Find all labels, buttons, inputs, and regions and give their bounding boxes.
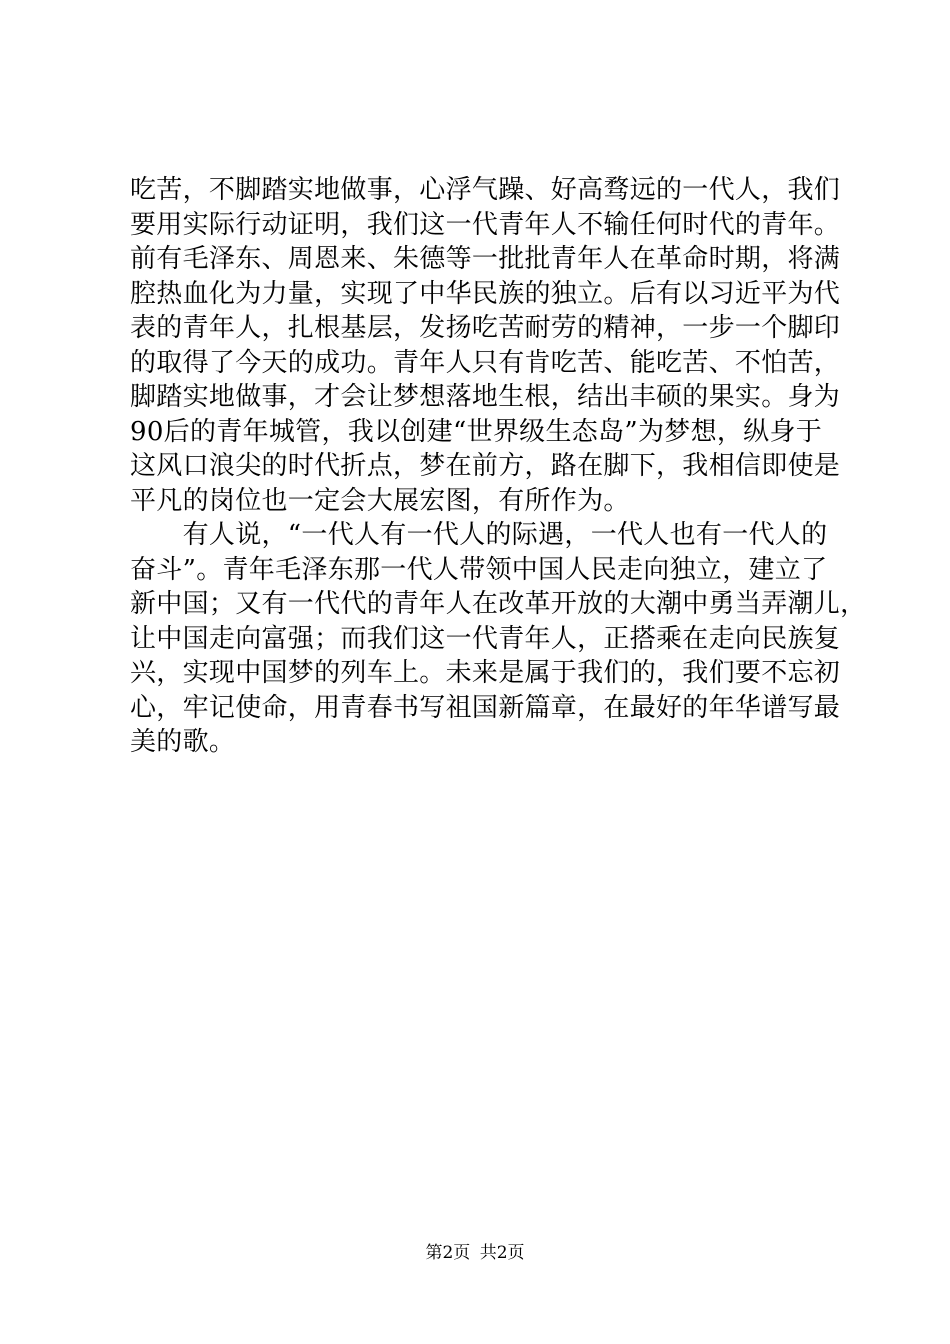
text-line: 心，牢记使命，用青春书写祖国新篇章，在最好的年华谱写最 (130, 692, 841, 723)
text-line: 90后的青年城管，我以创建“世界级生态岛”为梦想，纵身于 (130, 416, 823, 447)
text-line: 要用实际行动证明，我们这一代青年人不输任何时代的青年。 (130, 209, 841, 240)
page-footer (0, 1242, 950, 1264)
page-total: 共2页 (479, 1243, 525, 1263)
page-number: 第2页 (425, 1243, 471, 1263)
text-line: 前有毛泽东、周恩来、朱德等一批批青年人在革命时期，将满 (130, 244, 841, 274)
text-line: 新中国；又有一代代的青年人在改革开放的大潮中勇当弄潮儿， (130, 589, 867, 619)
text-line: 平凡的岗位也一定会大展宏图，有所作为。 (130, 485, 630, 516)
text-line: 吃苦，不脚踏实地做事，心浮气躁、好高骛远的一代人，我们 (130, 175, 841, 205)
text-line: 这风口浪尖的时代折点，梦在前方，路在脚下，我相信即使是 (130, 451, 841, 481)
text-line: 脚踏实地做事，才会让梦想落地生根，结出丰硕的果实。身为 (130, 382, 841, 412)
text-line: 兴，实现中国梦的列车上。未来是属于我们的，我们要不忘初 (130, 658, 841, 688)
text-line: 表的青年人，扎根基层，发扬吃苦耐劳的精神，一步一个脚印 (130, 313, 841, 343)
text-line: 有人说，“一代人有一代人的际遇，一代人也有一代人的 (130, 520, 828, 550)
text-line: 让中国走向富强；而我们这一代青年人，正搭乘在走向民族复 (130, 623, 841, 654)
body-text (130, 173, 867, 760)
text-line: 奋斗”。青年毛泽东那一代人带领中国人民走向独立，建立了 (130, 554, 828, 585)
text-line: 美的歌。 (130, 727, 236, 757)
text-line: 腔热血化为力量，实现了中华民族的独立。后有以习近平为代 (130, 278, 841, 309)
text-line: 的取得了今天的成功。青年人只有肯吃苦、能吃苦、不怕苦， (130, 347, 841, 378)
